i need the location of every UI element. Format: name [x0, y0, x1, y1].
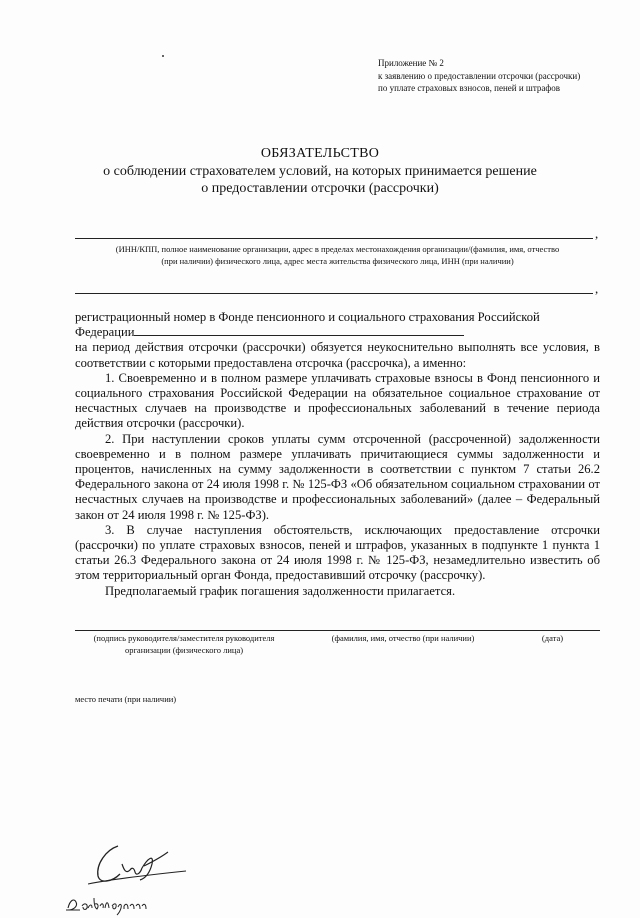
stamp-place-label: место печати (при наличии): [75, 694, 177, 704]
registration-line-2: Федерации: [75, 325, 135, 340]
schedule-note: Предполагаемый график погашения задолженности прилагается.: [105, 583, 456, 598]
document-subtitle-line-2: о предоставлении отсрочки (рассрочки): [201, 181, 439, 196]
signature-line[interactable]: [75, 630, 600, 631]
appendix-block: [378, 57, 580, 95]
org-continuation-line[interactable]: [75, 293, 593, 294]
document-subtitle-line-1: о соблюдении страхователем условий, на которых принимается решение: [103, 164, 537, 179]
org-field-hint-line-2: (при наличии) физического лица, адрес места жительства физического лица, ИНН (при наличии): [161, 256, 514, 266]
registration-number-field[interactable]: [134, 325, 464, 336]
signature-label-line-1: (подпись руководителя/заместителя руководителя: [93, 633, 275, 643]
document-title: ОБЯЗАТЕЛЬСТВО: [260, 146, 380, 161]
appendix-line-1: Приложение № 2: [378, 58, 444, 68]
obligation-intro: на период действия отсрочки (рассрочки) обязуется неукоснительно выполнять все условия, в соответствии с которыми предоставлена отсрочка (рассрочка), а именно:: [75, 340, 600, 370]
handwritten-surname: [64, 894, 154, 916]
appendix-line-2: к заявлению о предоставлении отсрочки (рассрочки): [378, 70, 581, 81]
date-label: (дата): [541, 633, 564, 643]
signature-label-line-2: организации (физического лица): [124, 645, 244, 655]
obligation-item-3: 3. В случае наступления обстоятельств, исключающих предоставление отсрочки (рассрочки) по уплате страховых взносов, пеней и штрафов, указанных в подпункте 1 пункта 1 статьи 26.3 Федерального закона от 24 июля 1998 г. № 125-ФЗ, незамедлительно известить об этом территориальный орган Фонда, предоставивший отсрочку (рассрочку).: [75, 522, 600, 583]
obligation-body: [75, 310, 600, 599]
scan-speck: [162, 55, 164, 57]
full-name-label: (фамилия, имя, отчество (при наличии): [331, 633, 475, 643]
obligation-item-2: 2. При наступлении сроков уплаты сумм отсроченной (рассроченной) задолженности своевременно и в полном размере уплачивать причитающиеся суммы задолженности и процентов, начисленных на сумму задолженности в соответствии с пунктом 7 статьи 26.2 Федерального закона от 24 июля 1998 г. № 125-ФЗ «Об обязательном социальном страховании от несчастных случаев на производстве и профессиональных заболеваний» (далее – Федеральный закон от 24 июля 1998 г. № 125-ФЗ).: [75, 431, 600, 522]
org-field-hint: [70, 243, 605, 267]
handwritten-signature: [88, 838, 188, 890]
appendix-line-3: по уплате страховых взносов, пеней и штрафов: [378, 83, 560, 93]
obligation-item-1: 1. Своевременно и в полном размере уплачивать страховые взносы в Фонд пенсионного и социального страхования Российской Федерации на обязательное социальное страхование от несчастных случаев на производстве и профессиональных заболеваний в течение периода действия отсрочки (рассрочки).: [75, 370, 600, 431]
org-line-comma: ,: [595, 226, 599, 241]
registration-line-1: регистрационный номер в Фонде пенсионного и социального страхования Российской: [75, 310, 540, 324]
signature-label: [78, 632, 290, 656]
org-input-line[interactable]: [75, 238, 593, 239]
org-field-hint-line-1: (ИНН/КПП, полное наименование организации, адрес в пределах местонахождения организации/(фамилия, имя, отчество: [115, 244, 560, 254]
org-continuation-comma: ,: [595, 281, 599, 296]
